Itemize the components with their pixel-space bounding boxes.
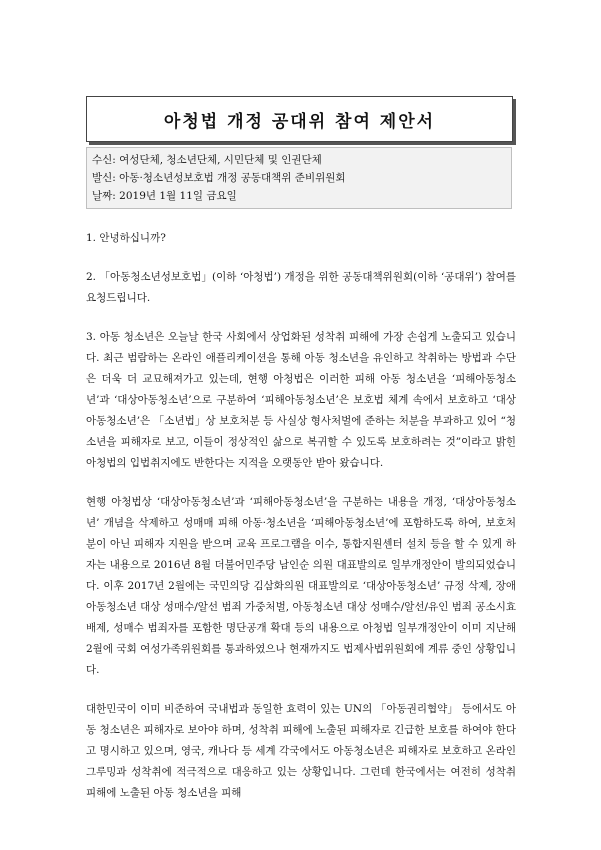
date-line: 날짜: 2019년 1월 11일 금요일 xyxy=(92,190,237,202)
body-text xyxy=(86,228,516,822)
paragraph-un-convention: 대한민국이 이미 비준하여 국내법과 동일한 효력이 있는 UN의 「아동권리협약」 등에서도 아동 청소년은 피해자로 보아야 하며, 성착취 피해에 노출된 피해자로 긴급한 보호를 하여야 한다고 명시하고 있으며, 영국, 캐나다 등 세계 각국에서도 아동청소년은 피해자로 보호하고 온라인 그루밍과 성착취에 적극적으로 대응하고 있는 상황입니다. 그런데 한국에서는 여전히 성착취 피해에 노출된 아동 청소년을 피해 xyxy=(86,703,516,799)
recipient-line: 수신: 여성단체, 청소년단체, 시민단체 및 인권단체 xyxy=(92,154,322,166)
document-title: 아청법 개정 공대위 참여 제안서 xyxy=(163,111,436,132)
paragraph-request: 2. 「아동청소년성보호법」(이하 ‘아청법’) 개정을 위한 공동대책위원회(이하 ‘공대위’) 참여를 요청드립니다. xyxy=(86,271,516,304)
paragraph-amendment-history: 현행 아청법상 ‘대상아동청소년’과 ‘피해아동청소년’을 구분하는 내용을 개정, ‘대상아동청소년’ 개념을 삭제하고 성매매 피해 아동·청소년을 ‘피해아동청소년’에 포함하도록 하여, 보호처분이 아닌 피해자 지원을 받으며 교육 프로그램을 이수, 통합지원센터 설치 등을 할 수 있게 하자는 내용으로 2016년 8월 더불어민주당 남인순 의원 대표발의로 일부개정안이 발의되었습니다. 이후 2017년 2월에는 국민의당 김삼화의원 대표발의로 ‘대상아동청소년’ 규정 삭제, 장애아동청소년 대상 성매수/알선 범죄 가중처벌, 아동청소년 대상 성매수/알선/유인 범죄 공소시효 배제, 성매수 범죄자를 포함한 명단공개 확대 등의 내용으로 아청법 일부개정안이 이미 지난해 2월에 국회 여성가족위원회를 통과하였으나 현재까지도 법제사법위원회에 계류 중인 상황입니다. xyxy=(86,496,516,676)
sender-line: 발신: 아동·청소년성보호법 개정 공동대책위 준비위원회 xyxy=(92,172,346,184)
info-box xyxy=(86,147,512,209)
paragraph-background: 3. 아동 청소년은 오늘날 한국 사회에서 상업화된 성착취 피해에 가장 손쉽게 노출되고 있습니다. 최근 범람하는 온라인 애플리케이션을 통해 아동 청소년을 유인하고 착취하는 방법과 수단은 더욱 더 교묘해져가고 있는데, 현행 아청법은 이러한 피해 아동 청소년을 ‘피해아동청소년’과 ‘대상아동청소년’으로 구분하여 ‘피해아동청소년’은 보호법 체계 속에서 보호하고 ‘대상아동청소년’은 「소년법」상 보호처분 등 사실상 형사처벌에 준하는 처분을 부과하고 있어 “청소년을 피해자로 보고, 이들이 정상적인 삶으로 복귀할 수 있도록 보호하려는 것”이라고 밝힌 아청법의 입법취지에도 반한다는 지적을 오랫동안 받아 왔습니다. xyxy=(86,331,516,469)
paragraph-greeting: 1. 안녕하십니까? xyxy=(86,232,166,244)
title-box xyxy=(86,96,513,142)
